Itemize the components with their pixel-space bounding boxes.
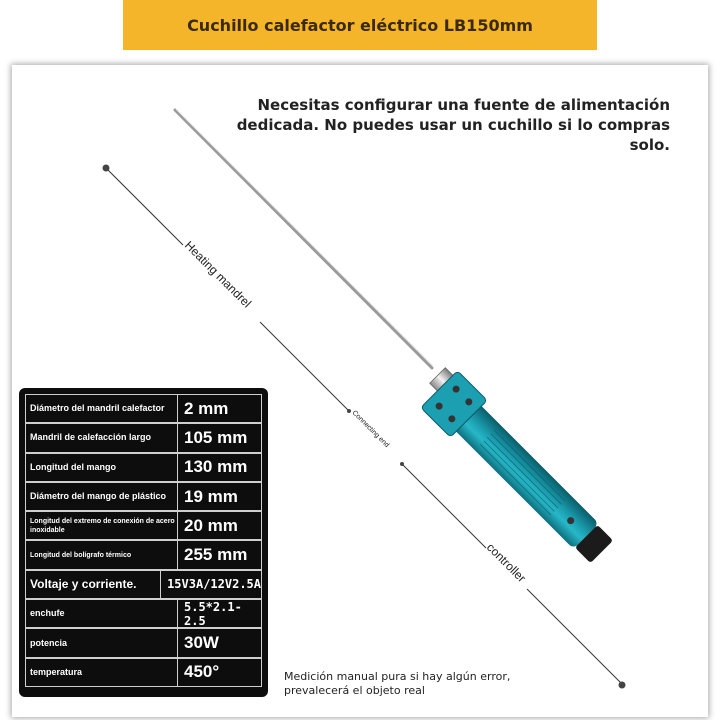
spec-value: 105 mm bbox=[177, 423, 262, 452]
spec-label: temperatura bbox=[25, 658, 177, 687]
heating-mandrel-label: Heating mandrel bbox=[181, 238, 255, 311]
spec-label: Diámetro del mango de plástico bbox=[25, 482, 177, 511]
pen-handle bbox=[421, 371, 620, 570]
spec-value: 130 mm bbox=[177, 453, 262, 482]
spec-row bbox=[25, 453, 262, 482]
spec-value: 15V3A/12V2.5A bbox=[160, 570, 262, 599]
spec-value: 5.5*2.1-2.5 bbox=[177, 599, 262, 628]
connecting-end-label: Connecting end bbox=[350, 409, 391, 450]
spec-row bbox=[25, 540, 262, 569]
spec-value: 19 mm bbox=[177, 482, 262, 511]
spec-row bbox=[25, 423, 262, 452]
spec-label: Longitud del mango bbox=[25, 453, 177, 482]
dimension-end-dot bbox=[619, 682, 626, 689]
spec-value: 255 mm bbox=[177, 540, 262, 569]
spec-value: 30W bbox=[177, 628, 262, 657]
dimension-start-dot bbox=[103, 165, 110, 172]
spec-row bbox=[25, 628, 262, 657]
spec-row bbox=[25, 570, 262, 599]
power-supply-notice: Necesitas configurar una fuente de alimentación dedicada. No puedes usar un cuchillo si lo compras solo. bbox=[236, 96, 670, 154]
spec-label: Longitud del bolígrafo térmico bbox=[25, 540, 177, 569]
spec-label: Diámetro del mandril calefactor bbox=[25, 394, 177, 423]
spec-label: Voltaje y corriente. bbox=[25, 570, 160, 599]
spec-label: potencia bbox=[25, 628, 177, 657]
spec-row bbox=[25, 511, 262, 540]
spec-value: 20 mm bbox=[177, 511, 262, 540]
page-title: Cuchillo calefactor eléctrico LB150mm bbox=[187, 15, 533, 35]
spec-row bbox=[25, 482, 262, 511]
spec-row bbox=[25, 599, 262, 628]
spec-row bbox=[25, 658, 262, 687]
spec-value: 450° bbox=[177, 658, 262, 687]
spec-label: enchufe bbox=[25, 599, 177, 628]
spec-value: 2 mm bbox=[177, 394, 262, 423]
spec-label: Mandril de calefacción largo bbox=[25, 423, 177, 452]
measurement-disclaimer: Medición manual pura si hay algún error, prevalecerá el objeto real bbox=[284, 670, 511, 697]
spec-label: Longitud del extremo de conexión de acero inoxidable bbox=[25, 511, 177, 540]
controller-label: controller bbox=[483, 540, 529, 586]
spec-table bbox=[19, 388, 268, 697]
spec-row bbox=[25, 394, 262, 423]
